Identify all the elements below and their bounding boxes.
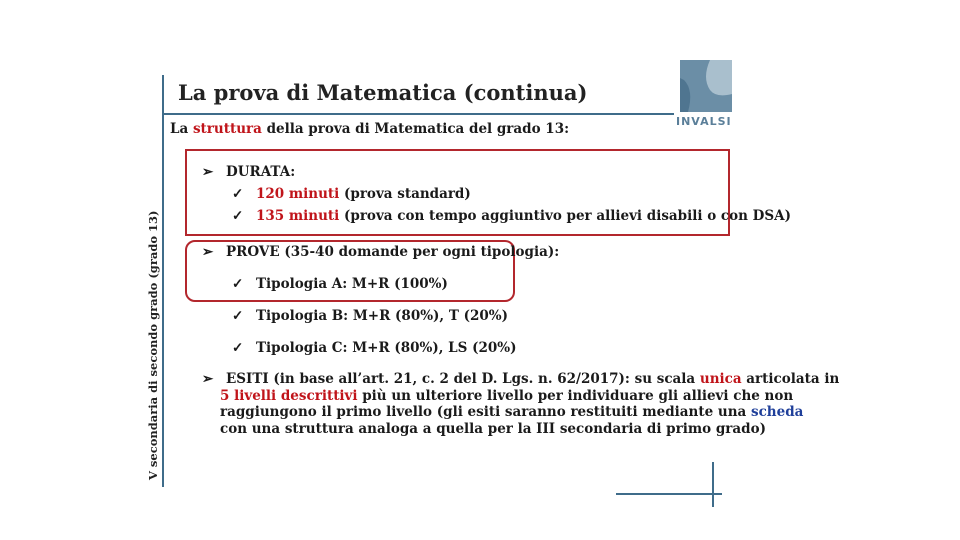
checkmark-icon: ✓ [232,186,244,202]
invalsi-logo-text: INVALSI [676,115,732,128]
prove-item-text: Tipologia C: M+R (80%), LS (20%) [256,340,517,356]
durata-heading-text: DURATA: [226,164,296,180]
esiti-line [202,387,794,405]
prove-item-text: Tipologia A: M+R (100%) [256,276,448,292]
esiti-text: ESITI (in base all’art. 21, c. 2 del D. Lgs. n. 62/2017): su scala [226,371,700,387]
esiti-livelli: 5 livelli descrittivi [220,387,358,404]
prove-heading [202,244,559,260]
arrow-bullet-icon: ➢ [202,244,214,260]
esiti-line [202,420,766,438]
esiti-unica: unica [699,371,742,387]
esiti-text: articolata in [741,371,840,387]
page-title: La prova di Matematica (continua) [178,80,588,105]
checkmark-icon: ✓ [232,208,244,224]
esiti-line [202,404,804,421]
subtitle-highlight: struttura [192,121,262,137]
arrow-bullet-icon: ➢ [202,371,214,387]
title-underline [162,113,674,115]
checkmark-icon: ✓ [232,276,244,292]
durata-item-text: (prova con tempo aggiuntivo per allievi disabili o con DSA) [339,208,791,224]
durata-item [232,208,791,224]
esiti-line [202,371,840,388]
prove-item [232,308,508,324]
esiti-text: con una struttura analoga a quella per la III secondaria di primo grado) [220,420,766,437]
durata-heading [202,164,295,180]
subtitle-suffix: della prova di Matematica del grado 13: [261,121,570,137]
durata-item-text: (prova standard) [339,186,471,202]
durata-item [232,186,471,202]
prove-item [232,340,517,356]
checkmark-icon: ✓ [232,308,244,324]
prove-heading-text: PROVE (35-40 domande per ogni tipologia): [226,244,560,260]
page-subtitle [170,121,569,137]
bottom-right-horizontal-rule [616,493,722,495]
subtitle-prefix: La [170,121,193,137]
prove-item [232,276,448,292]
prove-item-text: Tipologia B: M+R (80%), T (20%) [256,308,508,324]
esiti-block [202,371,840,437]
left-vertical-rule [162,75,164,487]
durata-item-highlight: 120 minuti [256,186,340,202]
bottom-right-vertical-rule [712,462,714,507]
esiti-scheda: scheda [750,404,804,420]
esiti-text: più un ulteriore livello per individuare gli allievi che non [357,387,794,404]
invalsi-logo [680,60,732,112]
vertical-grade-label: V secondaria di secondo grado (grado 13) [146,210,160,480]
esiti-text: raggiungono il primo livello (gli esiti saranno restituiti mediante una [220,404,751,420]
checkmark-icon: ✓ [232,340,244,356]
invalsi-logo-mark-icon [680,60,732,112]
arrow-bullet-icon: ➢ [202,164,214,180]
durata-item-highlight: 135 minuti [256,208,340,224]
